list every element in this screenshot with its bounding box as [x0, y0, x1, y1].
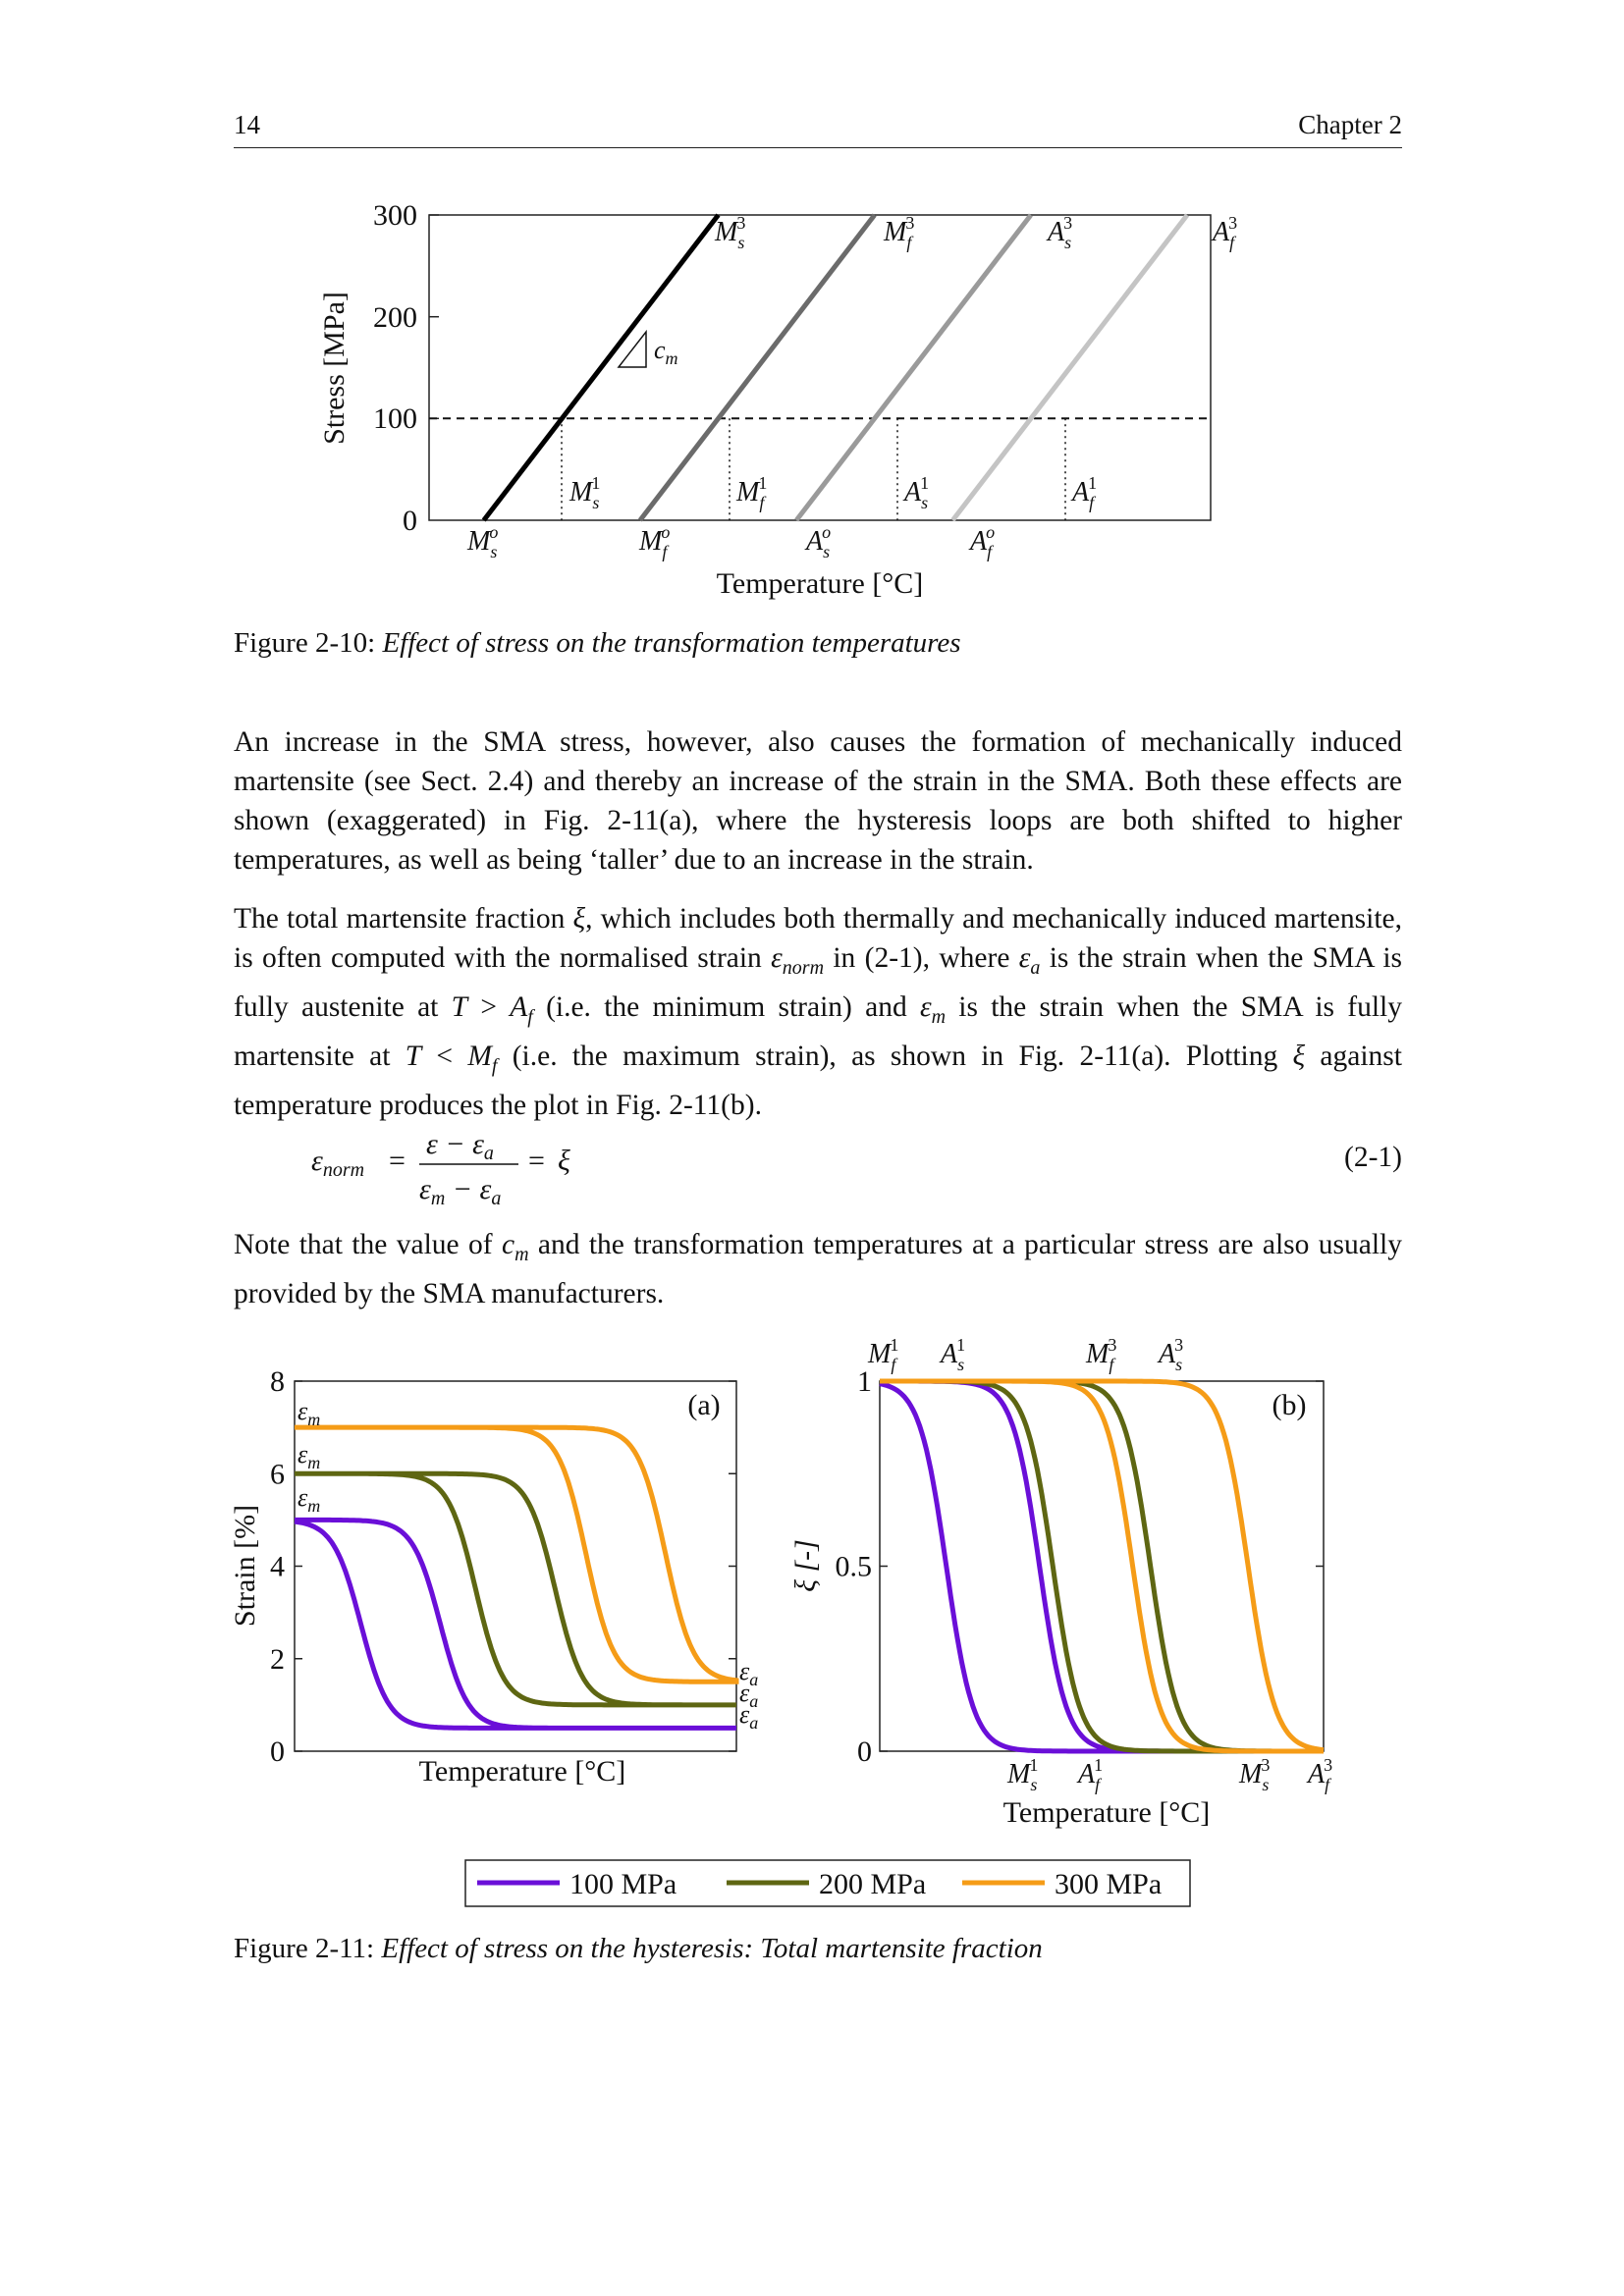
annot-eps-a-200: $\varepsilon_a$ [739, 1679, 759, 1711]
label-mf3: $M_f3$ [884, 213, 915, 252]
label-mf1: $M_f1$ [736, 473, 768, 512]
equation-2-1 [295, 1119, 619, 1207]
label-b-af3: $A_f3$ [1308, 1755, 1333, 1794]
figure-2-10-caption [234, 627, 961, 660]
label-b-as1: $A_s1$ [941, 1335, 966, 1374]
annot-eps-a-300: $\varepsilon_a$ [739, 1657, 759, 1689]
fig11b-panel-label: (b) [1272, 1389, 1307, 1421]
svg-text:ε − εa: $\varepsilon - \varepsilon_a$ [426, 1128, 494, 1164]
label-as1: $A_s1$ [904, 473, 930, 512]
legend-label: 200 MPa [819, 1868, 927, 1900]
label-aso: $A_so$ [806, 522, 832, 561]
svg-text:=: = [389, 1145, 406, 1177]
label-b-mf1: $M_f1$ [868, 1335, 899, 1374]
fig11a-series-1 [295, 1520, 736, 1728]
page-number: 14 [234, 110, 260, 139]
fig11a-xlabel: Temperature [°C] [418, 1755, 626, 1788]
fig10-line-1 [484, 215, 719, 520]
fig11a-ytick: 0 [270, 1735, 285, 1768]
label-ms3: $M_s3$ [715, 213, 746, 252]
fig10-xlabel: Temperature [°C] [716, 567, 924, 600]
label-af1: $A_f1$ [1072, 473, 1098, 512]
figure-2-10 [0, 0, 1624, 628]
legend-label: 300 MPa [1055, 1868, 1163, 1900]
fig11b-ytick: 0 [857, 1735, 872, 1768]
fig11b-ylabel: ξ [-] [789, 1539, 822, 1592]
svg-text:εnorm: $\varepsilon_{norm}$ [311, 1145, 365, 1181]
chapter-title: Chapter 2 [1298, 110, 1402, 139]
fig11a-ytick: 8 [270, 1365, 285, 1398]
legend-label: 100 MPa [569, 1868, 677, 1900]
paragraph-1: An increase in the SMA stress, however, also causes the formation of mechanically induced martensite (see Sect. 2.4) and thereby an increase of the strain in the SMA. Both these effects are shown (exaggerated) in Fig. 2-11(a), where the hysteresis loops are both shifted to higher temperatures, as well as being ‘taller’ due to an increase in the strain. [234, 726, 1402, 876]
fig10-ytick-100: 100 [373, 402, 417, 435]
fig11a-ylabel: Strain [%] [229, 1504, 261, 1628]
equation-number: (2-1) [1344, 1142, 1402, 1173]
paragraph-3: Note that the value of $c_m$ and the transformation temperatures at a particular stress are also usually provided by the SMA manufacturers. [234, 1229, 1402, 1309]
svg-text:ξ: ξ [558, 1145, 570, 1177]
fig10-ytick-0: 0 [403, 505, 417, 537]
caption-title: Effect of stress on the transformation temperatures [382, 627, 961, 659]
label-b-mf3: $M_f3$ [1086, 1335, 1117, 1374]
label-afo: $A_fo$ [970, 522, 996, 561]
fig11a-ytick: 2 [270, 1642, 285, 1676]
label-b-ms1: $M_s1$ [1007, 1755, 1039, 1794]
label-b-ms3: $M_s3$ [1239, 1755, 1271, 1794]
caption-title: Effect of stress on the hysteresis: Total martensite fraction [381, 1933, 1043, 1964]
fig10-line-3 [796, 215, 1031, 520]
figure-2-11 [0, 1315, 1624, 1924]
label-mfo: $M_fo$ [639, 522, 671, 561]
label-mso: $M_so$ [467, 522, 499, 561]
fig11b-ytick: 0.5 [835, 1550, 872, 1583]
paragraph-2: The total martensite fraction ξ, which includes both thermally and mechanically induced martensite, is often computed with the normalised strain $\varepsilon_{norm}$ in (2-1), where $\varepsilon_a$ is the strain when the SMA is fully austenite at $T > A_f$ (i.e. the minimum strain) and $\varepsilon_m$ is the strain when the SMA is fully martensite at $T < M_f$ (i.e. the maximum strain), as shown in Fig. 2-11(a). Plotting ξ against temperature produces the plot in Fig. 2-11(b). [234, 903, 1402, 1121]
caption-prefix: Figure 2-11: [234, 1933, 382, 1964]
fig11b-series-1-branch-1 [880, 1384, 1324, 1751]
annot-eps-m-300: $\varepsilon_m$ [298, 1397, 321, 1429]
svg-text:=: = [528, 1145, 545, 1177]
fig10-ytick-200: 200 [373, 301, 417, 334]
label-b-as3: $A_s3$ [1159, 1335, 1184, 1374]
fig10-ylabel: Stress [MPa] [318, 292, 351, 445]
annot-eps-a-100: $\varepsilon_a$ [739, 1700, 759, 1733]
fig10-ytick-300: 300 [373, 199, 417, 232]
fig11a-ytick: 4 [270, 1550, 285, 1583]
fig11a-series-2 [295, 1473, 736, 1705]
figure-2-11-caption [234, 1933, 1043, 1965]
label-b-af1: $A_f1$ [1078, 1755, 1104, 1794]
fig11a-series-3 [295, 1427, 736, 1682]
label-af3: $A_f3$ [1213, 213, 1238, 252]
label-as3: $A_s3$ [1048, 213, 1073, 252]
caption-prefix: Figure 2-10: [234, 627, 383, 659]
fig11b-xlabel: Temperature [°C] [1002, 1796, 1211, 1829]
annot-eps-m-200: $\varepsilon_m$ [298, 1440, 321, 1472]
fig11a-ytick: 6 [270, 1458, 285, 1491]
fig11a-panel-label: (a) [687, 1389, 721, 1421]
svg-text:εm − εa: $\varepsilon_m - \varepsilon_a$ [419, 1173, 502, 1207]
slope-label-cm: $c_m$ [654, 336, 678, 368]
label-ms1: $M_s1$ [569, 473, 601, 512]
fig10-line-4 [952, 215, 1187, 520]
fig11b-ytick: 1 [857, 1365, 872, 1398]
annot-eps-m-100: $\varepsilon_m$ [298, 1483, 321, 1516]
